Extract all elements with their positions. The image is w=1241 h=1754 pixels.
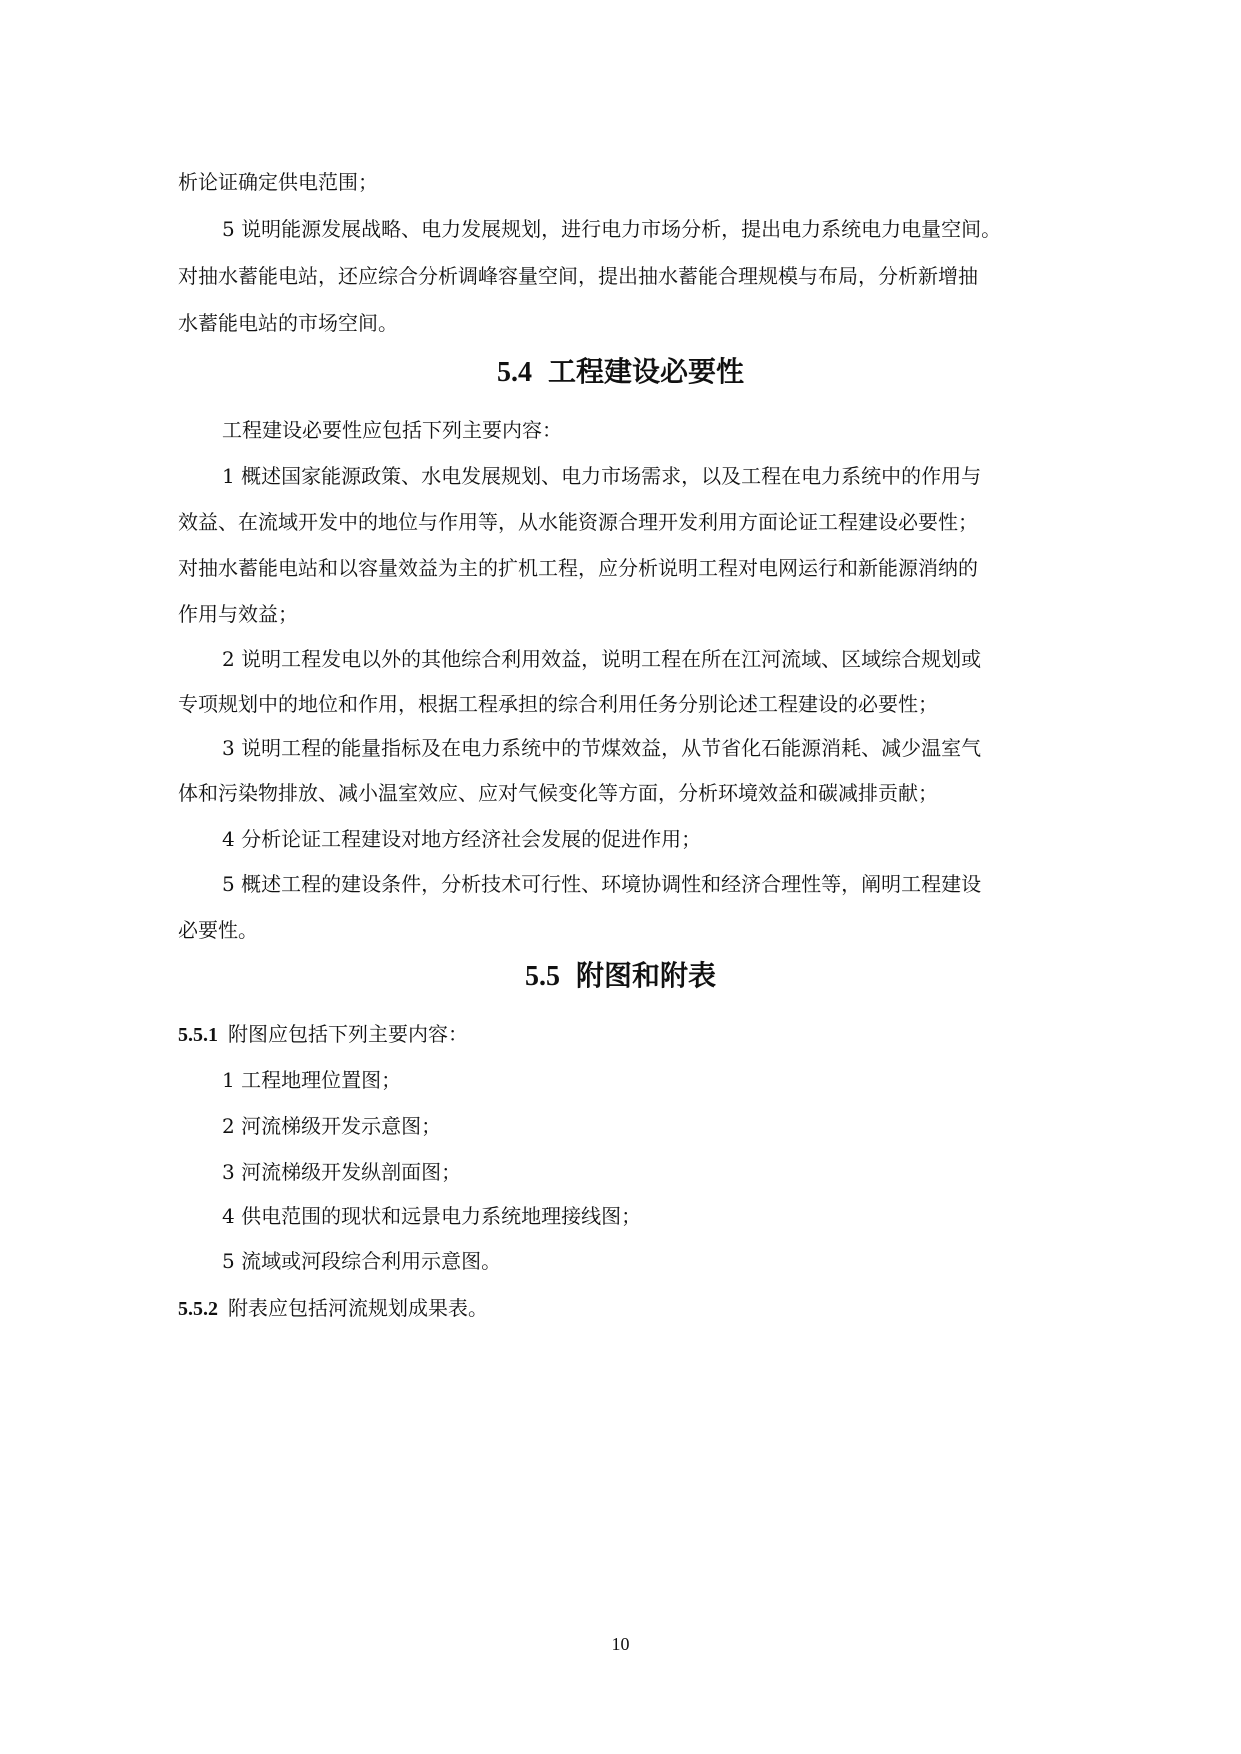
- clause-number: 5.5.2: [178, 1298, 218, 1320]
- paragraph-line: 作用与效益；: [178, 602, 298, 626]
- paragraph-line: 4 分析论证工程建设对地方经济社会发展的促进作用；: [222, 827, 702, 851]
- section-number: 5.5: [524, 961, 560, 992]
- list-item: 2 河流梯级开发示意图；: [222, 1114, 442, 1138]
- paragraph-line: 效益、在流域开发中的地位与作用等，从水能资源合理开发利用方面论证工程建设必要性；: [178, 510, 978, 534]
- page-number: 10: [611, 1634, 630, 1654]
- paragraph-line: 工程建设必要性应包括下列主要内容：: [222, 418, 562, 442]
- section-heading-5-4: [0, 354, 1241, 391]
- paragraph-line: 2 说明工程发电以外的其他综合利用效益，说明工程在所在江河流域、区域综合规划或: [222, 647, 982, 671]
- section-title: 工程建设必要性: [547, 355, 744, 388]
- paragraph-line: 专项规划中的地位和作用，根据工程承担的综合利用任务分别论述工程建设的必要性；: [178, 692, 938, 716]
- section-title: 附图和附表: [575, 959, 716, 992]
- paragraph-line: 1 概述国家能源政策、水电发展规划、电力市场需求，以及工程在电力系统中的作用与: [222, 464, 982, 488]
- paragraph-line: 对抽水蓄能电站和以容量效益为主的扩机工程，应分析说明工程对电网运行和新能源消纳的: [178, 556, 978, 580]
- paragraph-line: 水蓄能电站的市场空间。: [178, 311, 398, 335]
- paragraph-line: 5 概述工程的建设条件，分析技术可行性、环境协调性和经济合理性等，阐明工程建设: [222, 872, 982, 896]
- clause-text: 附图应包括下列主要内容：: [228, 1022, 468, 1046]
- paragraph-line: 析论证确定供电范围；: [178, 170, 378, 194]
- clause-5-5-2: [178, 1294, 1058, 1323]
- clause-number: 5.5.1: [178, 1024, 218, 1046]
- paragraph-line: 必要性。: [178, 918, 258, 942]
- list-item: 1 工程地理位置图；: [222, 1068, 402, 1092]
- paragraph-line: 3 说明工程的能量指标及在电力系统中的节煤效益，从节省化石能源消耗、减少温室气: [222, 736, 982, 760]
- section-number: 5.4: [496, 357, 532, 388]
- list-item: 4 供电范围的现状和远景电力系统地理接线图；: [222, 1204, 642, 1228]
- paragraph-line: 对抽水蓄能电站，还应综合分析调峰容量空间，提出抽水蓄能合理规模与布局，分析新增抽: [178, 264, 978, 288]
- clause-5-5-1: [178, 1020, 1058, 1049]
- paragraph-line: 体和污染物排放、减小温室效应、应对气候变化等方面，分析环境效益和碳减排贡献；: [178, 781, 938, 805]
- list-item: 3 河流梯级开发纵剖面图；: [222, 1160, 462, 1184]
- clause-text: 附表应包括河流规划成果表。: [228, 1296, 488, 1320]
- section-heading-5-5: [0, 958, 1241, 995]
- paragraph-line: 5 说明能源发展战略、电力发展规划，进行电力市场分析，提出电力系统电力电量空间。: [222, 217, 1002, 241]
- list-item: 5 流域或河段综合利用示意图。: [222, 1249, 502, 1273]
